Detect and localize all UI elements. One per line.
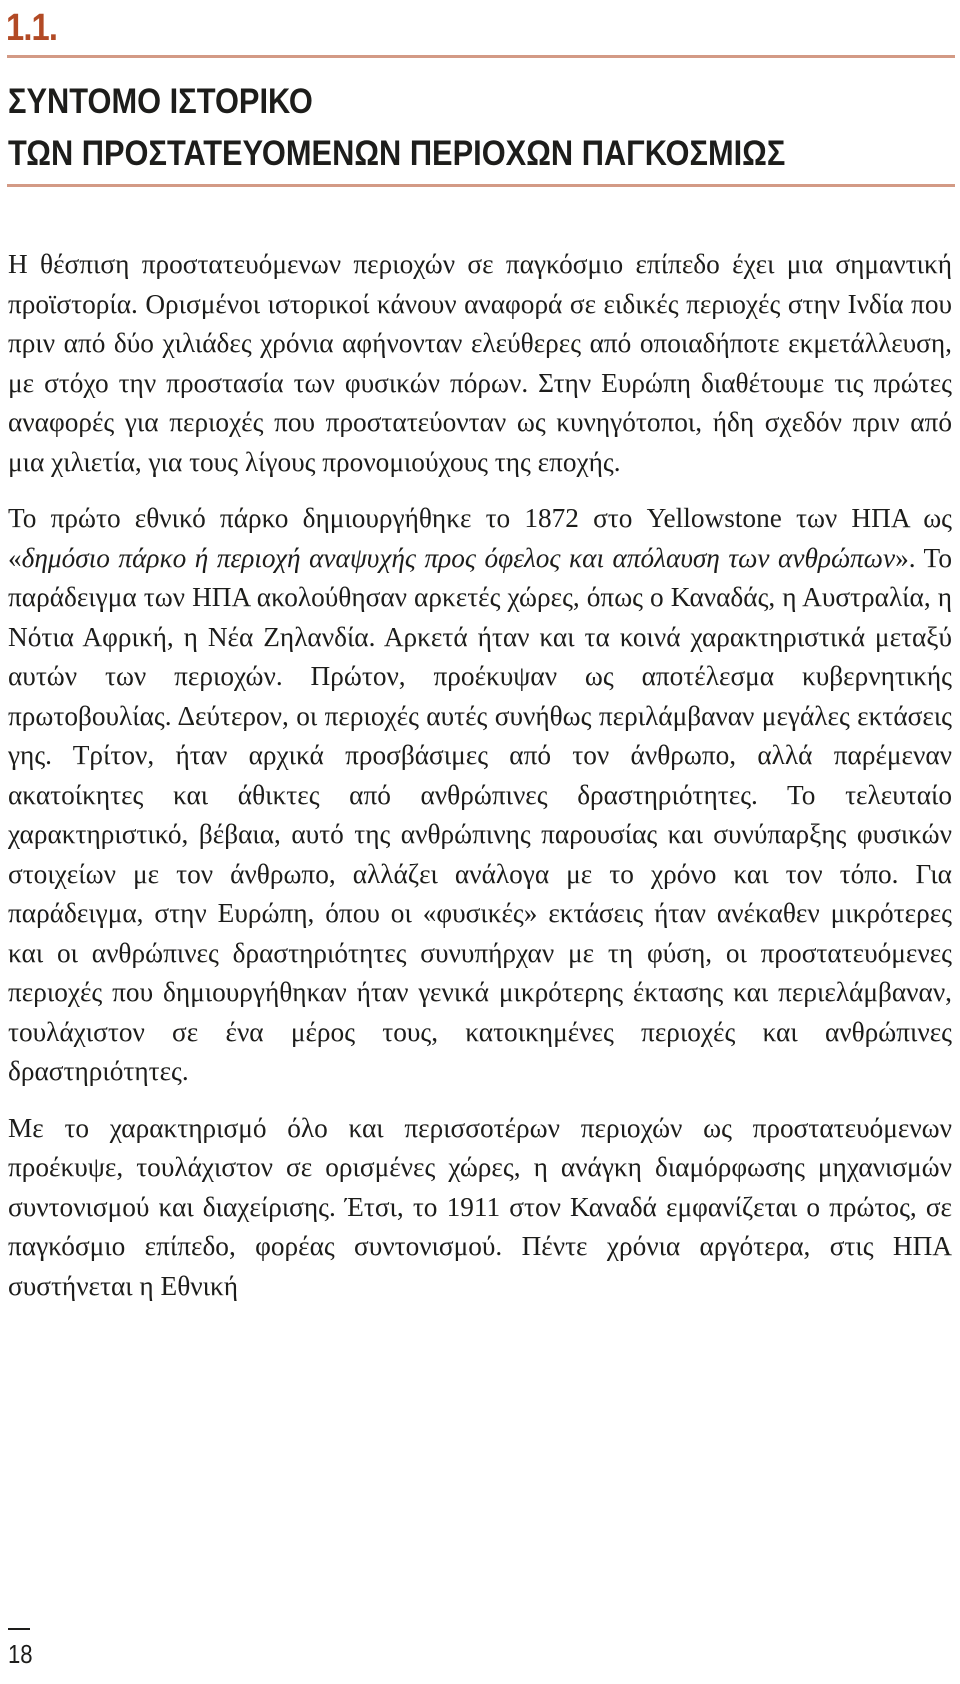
body-text <box>8 245 952 1323</box>
page-number-rule <box>8 1628 30 1630</box>
section-title-line-2: ΤΩΝ ΠΡΟΣΤΑΤΕΥΟΜΕΝΩΝ ΠΕΡΙΟΧΩΝ ΠΑΓΚΟΣΜΙΩΣ <box>8 134 786 173</box>
section-number: 1.1. <box>6 7 58 49</box>
paragraph-3: Με το χαρακτηρισμό όλο και περισσοτέρων περιοχών ως προστατευόμενων προέκυψε, τουλάχιστον σε ορισμένες χώρες, η ανάγκη διαμόρφωσης μηχανισμών συντονισμού και διαχείρισης. Έτσι, το 1911 στον Καναδά εμφανίζεται ο πρώτος, σε παγκόσμιο επίπεδο, φορέας συντονισμού. Πέντε χρόνια αργότερα, στις ΗΠΑ συστήνεται η Εθνική <box>8 1112 952 1301</box>
paragraph-2-end: ». Το παράδειγμα των ΗΠΑ ακολούθησαν αρκετές χώρες, όπως ο Καναδάς, η Αυστραλία, η Νότια Αφρική, η Νέα Ζηλανδία. Αρκετά ήταν και τα κοινά χαρακτηριστικά μεταξύ αυτών των περιοχών. Πρώτον, προέκυψαν ως αποτέλεσμα κυβερνητικής πρωτοβουλίας. Δεύτερον, οι περιοχές αυτές συνήθως περιλάμβαναν μεγάλες εκτάσεις γης. Τρίτον, ήταν αρχικά προσβάσιμες από τον άνθρωπο, αλλά παρέμεναν ακατοίκητες και άθικτες από ανθρώπινες δραστηριότητες. Το τελευταίο χαρακτηριστικό, βέβαια, αυτό της ανθρώπινης παρουσίας και συνύπαρξης φυσικών στοιχείων με τον άνθρωπο, αλλάζει ανάλογα με το χρόνο και τον τόπο. Για παράδειγμα, στην Ευρώπη, όπου οι «φυσικές» εκτάσεις ήταν ανέκαθεν μικρότερες και οι ανθρώπινες δραστηριότητες συνυπήρχαν με τη φύση, οι προστατευόμενες περιοχές που δημιουργήθηκαν ήταν γενικά μικρότερης έκτασης και περιελάμβαναν, τουλάχιστον σε ένα μέρος τους, κατοικημένες περιοχές και ανθρώπινες δραστηριότητες. <box>8 542 952 1086</box>
paragraph-2-quote: δημόσιο πάρκο ή περιοχή αναψυχής προς όφελος και απόλαυση των ανθρώπων <box>21 542 896 573</box>
section-title <box>8 76 785 180</box>
title-top-rule <box>7 55 955 58</box>
paragraph-2-start: Το πρώτο εθνικό πάρκο δημιουργήθηκε το 1872 στο Yellowstone των ΗΠΑ ως « <box>8 503 952 573</box>
section-title-line-1: ΣΥΝΤΟΜΟ ΙΣΤΟΡΙΚΟ <box>8 82 313 121</box>
paragraph-1: Η θέσπιση προστατευόμενων περιοχών σε παγκόσμιο επίπεδο έχει μια σημαντική προϊστορία. Ορισμένοι ιστορικοί κάνουν αναφορά σε ειδικές περιοχές στην Ινδία που πριν από δύο χιλιάδες χρόνια αφήνονταν ελεύθερες από οποιαδήποτε εκμετάλλευση, με στόχο την προστασία των φυσικών πόρων. Στην Ευρώπη διαθέτουμε τις πρώτες αναφορές για περιοχές που προστατεύονταν ως κυνηγότοποι, ήδη σχεδόν πριν από μια χιλιετία, για τους λίγους προνομιούχους της εποχής. <box>8 249 952 477</box>
page-number: 18 <box>8 1639 33 1669</box>
paragraph-2 <box>8 499 952 1092</box>
title-bottom-rule <box>7 184 955 187</box>
